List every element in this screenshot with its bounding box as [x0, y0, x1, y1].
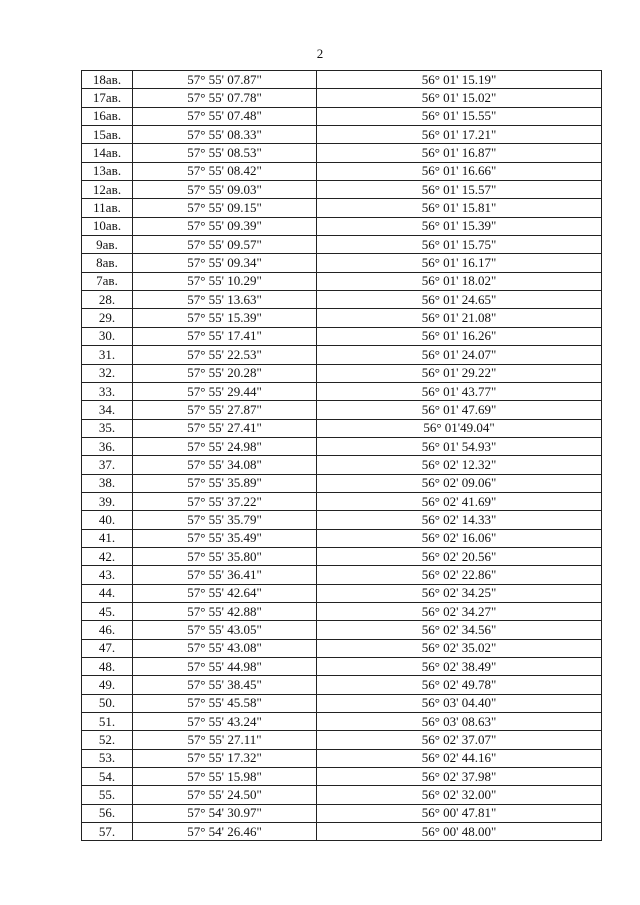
- point-number-cell: 18ав.: [82, 71, 133, 89]
- latitude-cell: 57° 55' 07.78": [133, 89, 317, 107]
- latitude-cell: 57° 55' 20.28": [133, 364, 317, 382]
- longitude-cell: 56° 01' 24.07": [317, 346, 602, 364]
- longitude-cell: 56° 02' 20.56": [317, 547, 602, 565]
- latitude-cell: 57° 55' 43.08": [133, 639, 317, 657]
- latitude-cell: 57° 55' 15.39": [133, 309, 317, 327]
- longitude-cell: 56° 03' 04.40": [317, 694, 602, 712]
- longitude-cell: 56° 01' 43.77": [317, 382, 602, 400]
- table-row: [82, 181, 602, 199]
- point-number-cell: 39.: [82, 492, 133, 510]
- longitude-cell: 56° 02' 34.27": [317, 602, 602, 620]
- point-number-cell: 48.: [82, 658, 133, 676]
- point-number-cell: 11ав.: [82, 199, 133, 217]
- table-row: [82, 309, 602, 327]
- longitude-cell: 56° 01' 16.17": [317, 254, 602, 272]
- longitude-cell: 56° 01' 15.39": [317, 217, 602, 235]
- point-number-cell: 57.: [82, 823, 133, 841]
- longitude-cell: 56° 01' 29.22": [317, 364, 602, 382]
- table-row: [82, 566, 602, 584]
- table-row: [82, 492, 602, 510]
- table-row: [82, 676, 602, 694]
- longitude-cell: 56° 02' 09.06": [317, 474, 602, 492]
- longitude-cell: 56° 00' 48.00": [317, 823, 602, 841]
- point-number-cell: 8ав.: [82, 254, 133, 272]
- latitude-cell: 57° 55' 43.05": [133, 621, 317, 639]
- table-row: [82, 327, 602, 345]
- latitude-cell: 57° 54' 26.46": [133, 823, 317, 841]
- point-number-cell: 41.: [82, 529, 133, 547]
- longitude-cell: 56° 02' 34.56": [317, 621, 602, 639]
- longitude-cell: 56° 01' 17.21": [317, 126, 602, 144]
- longitude-cell: 56° 02' 49.78": [317, 676, 602, 694]
- point-number-cell: 12ав.: [82, 181, 133, 199]
- table-row: [82, 364, 602, 382]
- longitude-cell: 56° 01' 15.19": [317, 71, 602, 89]
- point-number-cell: 14ав.: [82, 144, 133, 162]
- latitude-cell: 57° 55' 08.33": [133, 126, 317, 144]
- table-row: [82, 89, 602, 107]
- longitude-cell: 56° 02' 14.33": [317, 511, 602, 529]
- longitude-cell: 56° 01' 21.08": [317, 309, 602, 327]
- point-number-cell: 47.: [82, 639, 133, 657]
- latitude-cell: 57° 55' 09.03": [133, 181, 317, 199]
- latitude-cell: 57° 55' 38.45": [133, 676, 317, 694]
- point-number-cell: 46.: [82, 621, 133, 639]
- table-row: [82, 639, 602, 657]
- latitude-cell: 57° 55' 43.24": [133, 713, 317, 731]
- table-row: [82, 602, 602, 620]
- latitude-cell: 57° 54' 30.97": [133, 804, 317, 822]
- point-number-cell: 15ав.: [82, 126, 133, 144]
- point-number-cell: 44.: [82, 584, 133, 602]
- point-number-cell: 28.: [82, 291, 133, 309]
- latitude-cell: 57° 55' 17.32": [133, 749, 317, 767]
- latitude-cell: 57° 55' 29.44": [133, 382, 317, 400]
- table-row: [82, 621, 602, 639]
- table-row: [82, 804, 602, 822]
- table-row: [82, 511, 602, 529]
- longitude-cell: 56° 02' 34.25": [317, 584, 602, 602]
- point-number-cell: 9ав.: [82, 236, 133, 254]
- latitude-cell: 57° 55' 15.98": [133, 768, 317, 786]
- latitude-cell: 57° 55' 13.63": [133, 291, 317, 309]
- latitude-cell: 57° 55' 22.53": [133, 346, 317, 364]
- table-row: [82, 456, 602, 474]
- point-number-cell: 10ав.: [82, 217, 133, 235]
- longitude-cell: 56° 01' 15.81": [317, 199, 602, 217]
- table-row: [82, 768, 602, 786]
- latitude-cell: 57° 55' 35.80": [133, 547, 317, 565]
- point-number-cell: 36.: [82, 437, 133, 455]
- point-number-cell: 34.: [82, 401, 133, 419]
- point-number-cell: 40.: [82, 511, 133, 529]
- page-number: 2: [316, 46, 324, 61]
- table-row: [82, 529, 602, 547]
- table-row: [82, 272, 602, 290]
- point-number-cell: 13ав.: [82, 162, 133, 180]
- latitude-cell: 57° 55' 10.29": [133, 272, 317, 290]
- longitude-cell: 56° 00' 47.81": [317, 804, 602, 822]
- point-number-cell: 16ав.: [82, 107, 133, 125]
- table-row: [82, 713, 602, 731]
- longitude-cell: 56° 02' 12.32": [317, 456, 602, 474]
- longitude-cell: 56° 02' 37.07": [317, 731, 602, 749]
- point-number-cell: 38.: [82, 474, 133, 492]
- latitude-cell: 57° 55' 35.89": [133, 474, 317, 492]
- table-row: [82, 162, 602, 180]
- latitude-cell: 57° 55' 09.39": [133, 217, 317, 235]
- longitude-cell: 56° 01' 16.66": [317, 162, 602, 180]
- longitude-cell: 56° 01' 47.69": [317, 401, 602, 419]
- latitude-cell: 57° 55' 09.15": [133, 199, 317, 217]
- point-number-cell: 43.: [82, 566, 133, 584]
- latitude-cell: 57° 55' 17.41": [133, 327, 317, 345]
- table-row: [82, 346, 602, 364]
- table-row: [82, 126, 602, 144]
- longitude-cell: 56° 02' 16.06": [317, 529, 602, 547]
- point-number-cell: 29.: [82, 309, 133, 327]
- latitude-cell: 57° 55' 27.41": [133, 419, 317, 437]
- longitude-cell: 56° 01' 16.26": [317, 327, 602, 345]
- point-number-cell: 50.: [82, 694, 133, 712]
- longitude-cell: 56° 01' 16.87": [317, 144, 602, 162]
- latitude-cell: 57° 55' 36.41": [133, 566, 317, 584]
- point-number-cell: 31.: [82, 346, 133, 364]
- longitude-cell: 56° 01' 15.02": [317, 89, 602, 107]
- table-row: [82, 823, 602, 841]
- point-number-cell: 35.: [82, 419, 133, 437]
- coordinates-table: [81, 70, 602, 841]
- point-number-cell: 49.: [82, 676, 133, 694]
- longitude-cell: 56° 02' 44.16": [317, 749, 602, 767]
- latitude-cell: 57° 55' 07.48": [133, 107, 317, 125]
- longitude-cell: 56° 01' 15.55": [317, 107, 602, 125]
- latitude-cell: 57° 55' 45.58": [133, 694, 317, 712]
- table-row: [82, 382, 602, 400]
- point-number-cell: 53.: [82, 749, 133, 767]
- table-row: [82, 107, 602, 125]
- table-row: [82, 584, 602, 602]
- latitude-cell: 57° 55' 09.34": [133, 254, 317, 272]
- longitude-cell: 56° 01'49.04": [317, 419, 602, 437]
- longitude-cell: 56° 01' 15.57": [317, 181, 602, 199]
- table-row: [82, 217, 602, 235]
- point-number-cell: 30.: [82, 327, 133, 345]
- point-number-cell: 56.: [82, 804, 133, 822]
- point-number-cell: 7ав.: [82, 272, 133, 290]
- longitude-cell: 56° 01' 54.93": [317, 437, 602, 455]
- longitude-cell: 56° 01' 24.65": [317, 291, 602, 309]
- table-row: [82, 291, 602, 309]
- longitude-cell: 56° 02' 38.49": [317, 658, 602, 676]
- point-number-cell: 17ав.: [82, 89, 133, 107]
- point-number-cell: 42.: [82, 547, 133, 565]
- longitude-cell: 56° 02' 37.98": [317, 768, 602, 786]
- longitude-cell: 56° 01' 18.02": [317, 272, 602, 290]
- longitude-cell: 56° 02' 41.69": [317, 492, 602, 510]
- point-number-cell: 54.: [82, 768, 133, 786]
- point-number-cell: 37.: [82, 456, 133, 474]
- latitude-cell: 57° 55' 37.22": [133, 492, 317, 510]
- latitude-cell: 57° 55' 42.88": [133, 602, 317, 620]
- table-row: [82, 254, 602, 272]
- table-row: [82, 658, 602, 676]
- table-row: [82, 694, 602, 712]
- latitude-cell: 57° 55' 44.98": [133, 658, 317, 676]
- table-row: [82, 547, 602, 565]
- table-row: [82, 236, 602, 254]
- latitude-cell: 57° 55' 34.08": [133, 456, 317, 474]
- latitude-cell: 57° 55' 24.50": [133, 786, 317, 804]
- longitude-cell: 56° 02' 35.02": [317, 639, 602, 657]
- table-row: [82, 199, 602, 217]
- coordinates-table-body: [82, 71, 602, 841]
- latitude-cell: 57° 55' 09.57": [133, 236, 317, 254]
- longitude-cell: 56° 02' 22.86": [317, 566, 602, 584]
- table-row: [82, 437, 602, 455]
- point-number-cell: 33.: [82, 382, 133, 400]
- table-row: [82, 144, 602, 162]
- table-row: [82, 419, 602, 437]
- latitude-cell: 57° 55' 42.64": [133, 584, 317, 602]
- latitude-cell: 57° 55' 07.87": [133, 71, 317, 89]
- point-number-cell: 52.: [82, 731, 133, 749]
- point-number-cell: 51.: [82, 713, 133, 731]
- table-row: [82, 71, 602, 89]
- table-row: [82, 474, 602, 492]
- latitude-cell: 57° 55' 27.11": [133, 731, 317, 749]
- point-number-cell: 55.: [82, 786, 133, 804]
- longitude-cell: 56° 01' 15.75": [317, 236, 602, 254]
- latitude-cell: 57° 55' 08.53": [133, 144, 317, 162]
- table-row: [82, 401, 602, 419]
- latitude-cell: 57° 55' 27.87": [133, 401, 317, 419]
- latitude-cell: 57° 55' 35.79": [133, 511, 317, 529]
- latitude-cell: 57° 55' 35.49": [133, 529, 317, 547]
- point-number-cell: 32.: [82, 364, 133, 382]
- point-number-cell: 45.: [82, 602, 133, 620]
- latitude-cell: 57° 55' 24.98": [133, 437, 317, 455]
- table-row: [82, 749, 602, 767]
- latitude-cell: 57° 55' 08.42": [133, 162, 317, 180]
- table-row: [82, 786, 602, 804]
- longitude-cell: 56° 02' 32.00": [317, 786, 602, 804]
- longitude-cell: 56° 03' 08.63": [317, 713, 602, 731]
- table-row: [82, 731, 602, 749]
